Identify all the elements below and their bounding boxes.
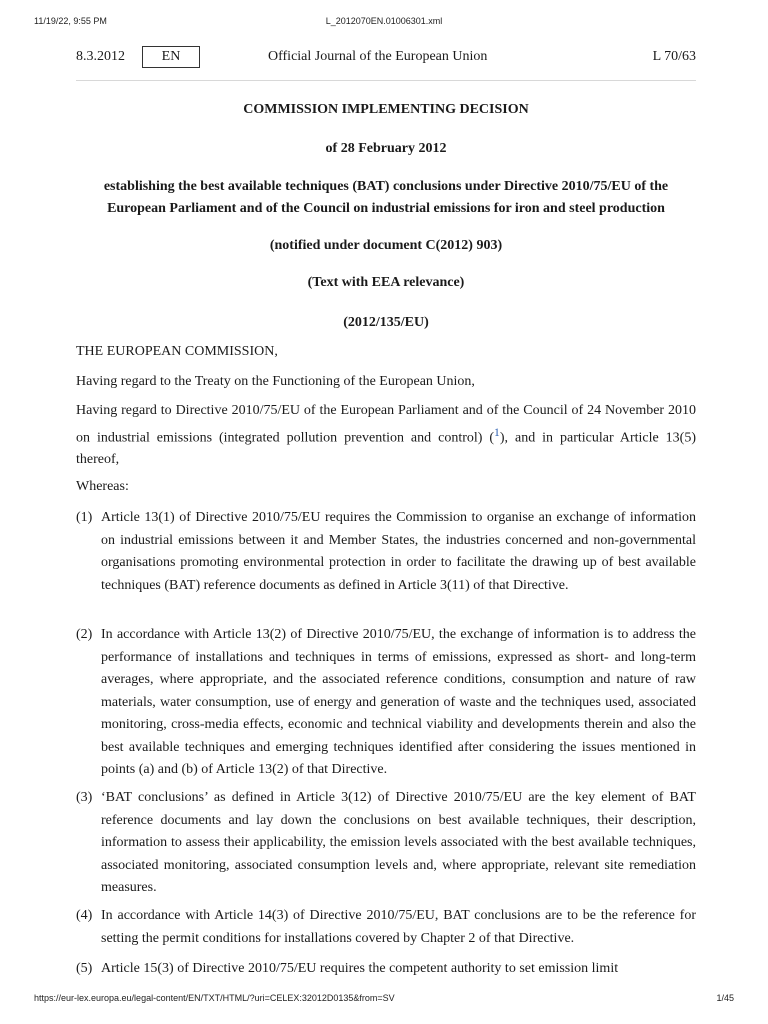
recital-text: Article 15(3) of Directive 2010/75/EU requires the competent authority to set emission limit xyxy=(101,961,619,976)
recital-text: In accordance with Article 14(3) of Directive 2010/75/EU, BAT conclusions are to be the reference for setting the permit conditions for installations covered by Chapter 2 of that Directive. xyxy=(101,908,696,946)
journal-title: Official Journal of the European Union xyxy=(268,49,488,64)
eea-relevance: (Text with EEA relevance) xyxy=(307,275,465,290)
directive-text-after: ), and in particular Article 13(5) thereof, xyxy=(76,430,696,467)
whereas-line: Whereas: xyxy=(76,479,129,494)
recital-number: (3) xyxy=(76,790,93,805)
page-counter: 1/45 xyxy=(716,993,734,1003)
recital-number: (4) xyxy=(76,908,93,923)
publication-date: 8.3.2012 xyxy=(76,49,125,64)
recital-number: (5) xyxy=(76,961,93,976)
print-header xyxy=(0,16,768,28)
treaty-line: Having regard to the Treaty on the Functioning of the European Union, xyxy=(76,374,475,389)
language-badge: EN xyxy=(142,46,200,68)
directive-text-before: Having regard to Directive 2010/75/EU of the European Parliament and of the Council of 24 November 2010 on industrial emissions (integrated pollution prevention and control) ( xyxy=(76,403,696,446)
recital-text: ‘BAT conclusions’ as defined in Article 3(12) of Directive 2010/75/EU are the key element of BAT reference documents and lay down the conclusions on best available techniques, their description, information to assess their applicability, the emission levels associated with the best available techniques, associated monitoring, associated consumption levels and, where appropriate, relevant site remediation measures. xyxy=(101,790,696,895)
footnote-link[interactable]: 1 xyxy=(494,425,500,439)
decision-number: (2012/135/EU) xyxy=(343,315,429,330)
recital-item xyxy=(76,507,696,597)
recital-text: Article 13(1) of Directive 2010/75/EU requires the Commission to organise an exchange of information on industrial emissions between it and Member States, the industries concerned and non-governmental organisations promoting environmental protection in order to facilitate the drawing up of best available techniques (BAT) reference documents as defined in Article 3(11) of that Directive. xyxy=(101,510,696,593)
directive-regard xyxy=(76,400,696,470)
recital-item xyxy=(76,958,696,981)
decision-subject: establishing the best available techniques (BAT) conclusions under Directive 2010/75/EU of the European Parliament and of the Council on industrial emissions for iron and steel production xyxy=(103,179,669,216)
recital-number: (2) xyxy=(76,627,93,642)
page-reference: L 70/63 xyxy=(652,49,696,64)
print-footer xyxy=(0,993,768,1005)
recital-item xyxy=(76,905,696,950)
notified-line: (notified under document C(2012) 903) xyxy=(269,238,503,253)
recital-item xyxy=(76,624,696,782)
journal-header xyxy=(76,44,696,81)
recital-item xyxy=(76,787,696,900)
print-filename: L_2012070EN.01006301.xml xyxy=(325,16,443,26)
recital-number: (1) xyxy=(76,510,93,525)
source-url: https://eur-lex.europa.eu/legal-content/EN/TXT/HTML/?uri=CELEX:32012D0135&from=SV xyxy=(34,993,395,1003)
print-datetime: 11/19/22, 9:55 PM xyxy=(34,16,107,26)
recital-text: In accordance with Article 13(2) of Directive 2010/75/EU, the exchange of information is to address the performance of installations and techniques in terms of emissions, expressed as short- and long-term averages, where appropriate, and the associated reference conditions, consumption and nature of raw materials, water consumption, use of energy and generation of waste and the techniques used, associated monitoring, cross-media effects, economic and technical viability and developments therein and also the best available techniques and emerging techniques identified after considering the issues mentioned in points (a) and (b) of Article 13(2) of that Directive. xyxy=(101,627,696,777)
commission-line: THE EUROPEAN COMMISSION, xyxy=(76,344,278,359)
decision-date: of 28 February 2012 xyxy=(325,141,447,156)
decision-title: COMMISSION IMPLEMENTING DECISION xyxy=(243,102,529,117)
